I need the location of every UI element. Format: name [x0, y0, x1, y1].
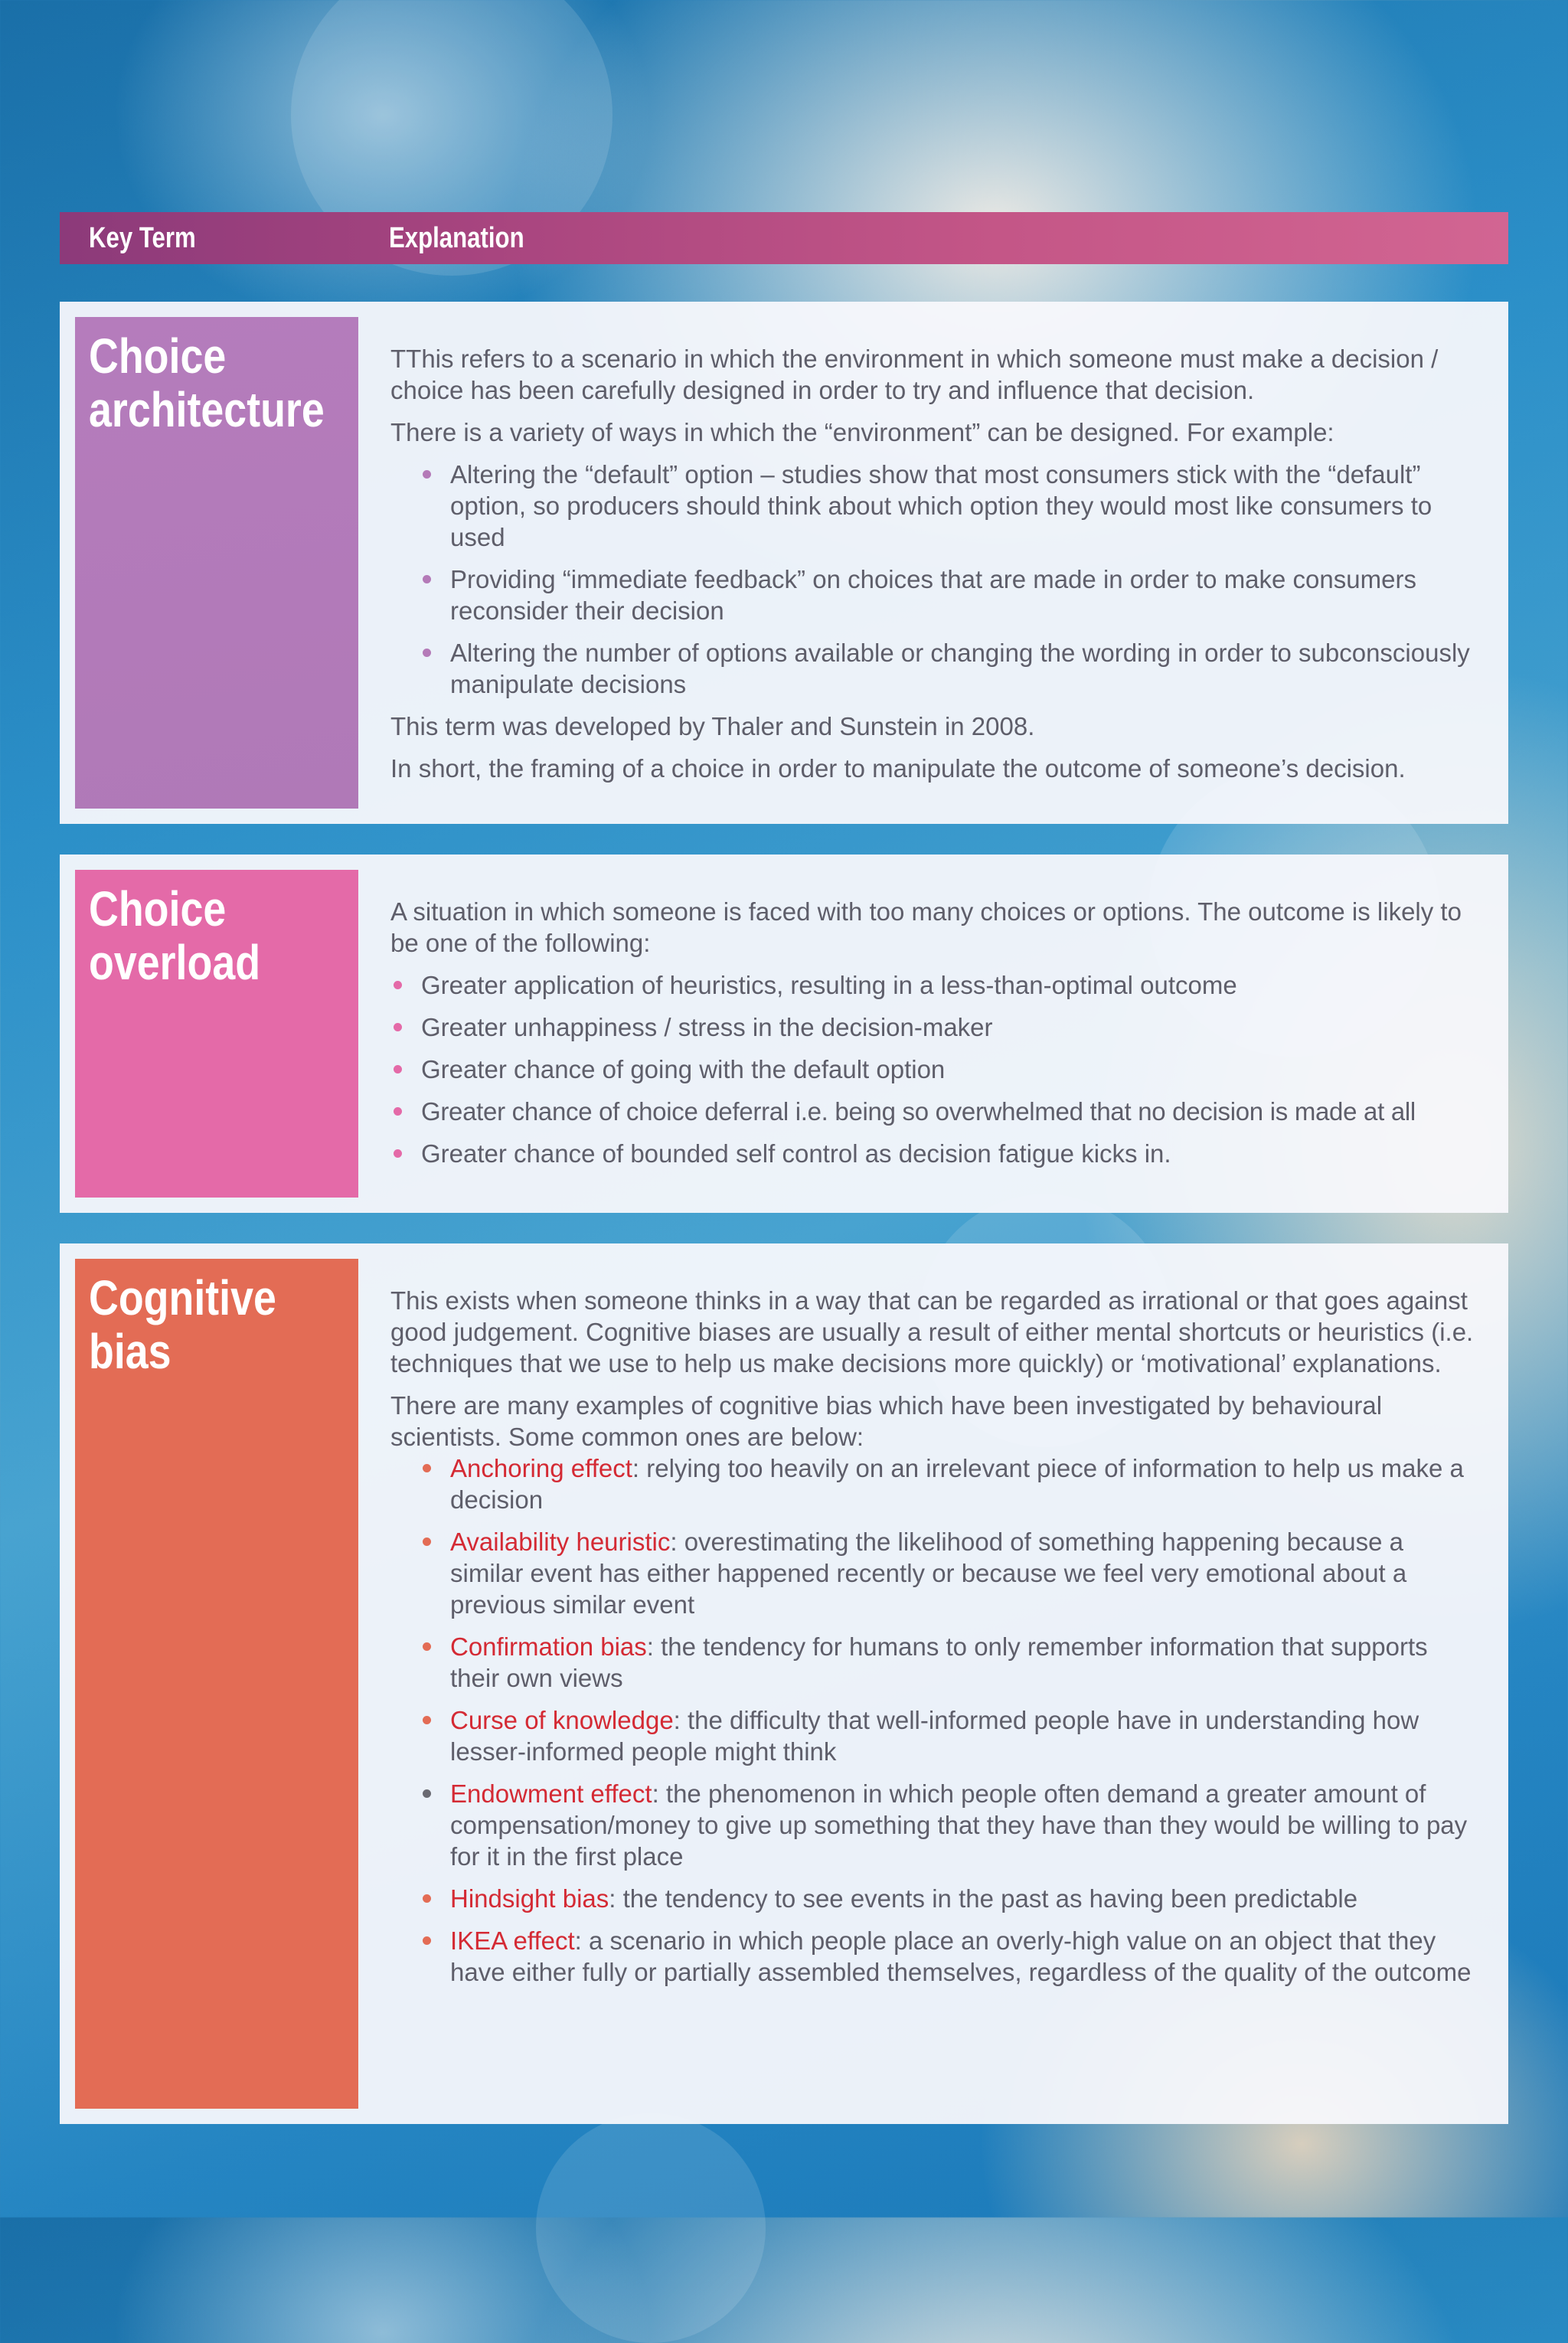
list-item: Greater chance of going with the default option — [390, 1054, 1485, 1085]
explanation-choice-architecture — [390, 343, 1479, 795]
bullet-icon — [423, 1894, 431, 1903]
explanation-header: Explanation — [389, 222, 524, 254]
bullet-icon — [394, 1065, 402, 1073]
list-item: Altering the number of options available or changing the wording in order to subconsciously manipulate decisions — [390, 637, 1479, 700]
list-item: Availability heuristic: overestimating the likelihood of something happening because a similar event has either happened recently or because we feel very emotional about a previous similar event — [390, 1526, 1479, 1620]
paragraph: This exists when someone thinks in a way that can be regarded as irrational or that goes against good judgement. Cognitive biases are usually a result of either mental shortcuts or heuristics (i.e. techniques that we use to help us make decisions more quickly) or ‘motivational’ explanations. — [390, 1286, 1474, 1377]
bullet-icon — [423, 1642, 431, 1651]
term-box-choice-architecture — [75, 317, 358, 809]
bullet-icon — [394, 1023, 402, 1031]
key-term-header: Key Term — [89, 222, 196, 254]
list-item: Greater unhappiness / stress in the decision-maker — [390, 1011, 1485, 1043]
background-bokeh — [536, 2113, 766, 2343]
bullet-icon — [423, 1789, 431, 1798]
list-item: Greater chance of choice deferral i.e. being so overwhelmed that no decision is made at all — [390, 1096, 1485, 1127]
list-item: Providing “immediate feedback” on choices that are made in order to make consumers reconsider their decision — [390, 564, 1479, 626]
bullet-list — [390, 969, 1485, 1169]
term-title: Choice architecture — [89, 328, 325, 437]
bullet-icon — [423, 1716, 431, 1724]
list-item: Hindsight bias: the tendency to see events in the past as having been predictable — [390, 1883, 1479, 1914]
bullet-icon — [423, 1537, 431, 1546]
list-item: Curse of knowledge: the difficulty that well-informed people have in understanding how lesser-informed people might think — [390, 1704, 1479, 1767]
list-item: Anchoring effect: relying too heavily on an irrelevant piece of information to help us make a decision — [390, 1453, 1479, 1515]
bullet-icon — [394, 981, 402, 989]
paragraph: TThis refers to a scenario in which the environment in which someone must make a decision / choice has been carefully designed in order to try and influence that decision. — [390, 345, 1439, 404]
list-item: IKEA effect: a scenario in which people place an overly-high value on an object that they have either fully or partially assembled themselves, regardless of the quality of the outcome — [390, 1925, 1479, 1988]
bullet-list — [390, 459, 1479, 700]
paragraph: There is a variety of ways in which the “environment” can be designed. For example: — [390, 418, 1334, 446]
paragraph: This term was developed by Thaler and Sunstein in 2008. — [390, 712, 1035, 740]
entry-cognitive-bias — [60, 1243, 1508, 2124]
list-item: Altering the “default” option – studies show that most consumers stick with the “default” option, so producers should think about which option they would most like consumers to used — [390, 459, 1479, 553]
list-item: Endowment effect: the phenomenon in which people often demand a greater amount of compensation/money to give up something that they have than they would be willing to pay for it in the first place — [390, 1778, 1479, 1872]
explanation-choice-overload — [390, 896, 1485, 1180]
bullet-icon — [423, 470, 431, 479]
paragraph: A situation in which someone is faced with too many choices or options. The outcome is likely to be one of the following: — [390, 897, 1462, 957]
term-box-choice-overload — [75, 870, 358, 1198]
bullet-icon — [423, 1936, 431, 1945]
term-title: Choice overload — [89, 881, 261, 990]
bullet-icon — [394, 1107, 402, 1116]
term-box-cognitive-bias — [75, 1259, 358, 2109]
table-header — [60, 212, 1508, 264]
list-item: Greater application of heuristics, resulting in a less-than-optimal outcome — [390, 969, 1485, 1001]
entry-choice-overload — [60, 855, 1508, 1213]
bullet-icon — [423, 649, 431, 657]
paragraph: There are many examples of cognitive bias which have been investigated by behavioural scientists. Some common ones are below: — [390, 1391, 1383, 1451]
explanation-cognitive-bias — [390, 1285, 1479, 1998]
list-item: Confirmation bias: the tendency for humans to only remember information that supports their own views — [390, 1631, 1479, 1694]
bullet-list — [390, 1453, 1479, 1988]
list-item: Greater chance of bounded self control as decision fatigue kicks in. — [390, 1138, 1485, 1169]
paragraph: In short, the framing of a choice in order to manipulate the outcome of someone’s decision. — [390, 754, 1406, 783]
entry-choice-architecture — [60, 302, 1508, 824]
bullet-icon — [423, 575, 431, 583]
bullet-icon — [423, 1464, 431, 1472]
term-title: Cognitive bias — [89, 1270, 276, 1379]
bullet-icon — [394, 1149, 402, 1158]
